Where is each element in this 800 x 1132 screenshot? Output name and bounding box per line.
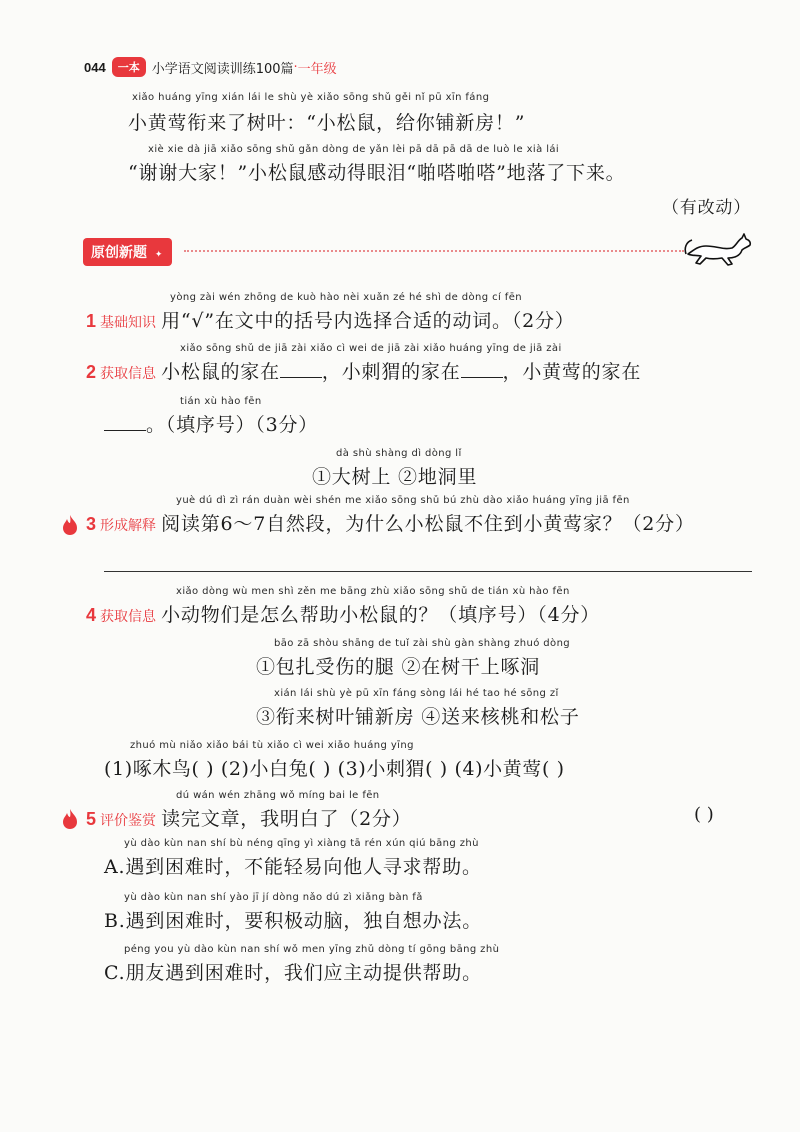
q2-pinyin: xiǎo sōng shǔ de jiā zài xiǎo cì wei de jiā zài xiǎo huáng yīng de jiā zài	[180, 343, 562, 354]
series-title: 小学语文阅读训练100篇	[151, 61, 294, 77]
page-header	[84, 54, 337, 80]
q3-tag: 形成解释	[100, 518, 157, 534]
question-3	[86, 509, 695, 536]
q2-line2-text: 。（填序号）（3分）	[146, 414, 319, 436]
q1-pinyin: yòng zài wén zhōng de kuò hào nèi xuǎn zé hé shì de dòng cí fēn	[170, 292, 522, 303]
q2-seg3: ，小黄莺的家在	[502, 361, 642, 383]
q4-options1: ①包扎受伤的腿 ②在树干上啄洞	[256, 656, 541, 678]
q5-tag: 评价鉴赏	[100, 813, 157, 829]
section-banner-label: 原创新题	[91, 245, 147, 261]
q5-option-c: C.朋友遇到困难时，我们应主动提供帮助。	[104, 962, 482, 984]
q2-line2	[104, 410, 318, 437]
q2-options-pinyin: dà shù shàng dì dòng lǐ	[336, 448, 462, 459]
q4-animals-pinyin: zhuó mù niǎo xiǎo bái tù xiǎo cì wei xiǎo huáng yīng	[130, 740, 414, 751]
q1-text: 用“√”在文中的括号内选择合适的动词。（2分）	[161, 310, 575, 332]
q5-number: 5	[86, 809, 97, 829]
q4-options1-pinyin: bāo zā shòu shāng de tuǐ zài shù gàn shàng zhuó dòng	[274, 638, 571, 649]
brand-logo: 一本	[112, 57, 146, 77]
q2-number: 2	[86, 362, 97, 382]
passage-p1-text: 小黄莺衔来了树叶：“小松鼠，给你铺新房！”	[128, 112, 526, 134]
q2-options: ①大树上 ②地洞里	[312, 466, 478, 488]
q3-text: 阅读第6～7自然段，为什么小松鼠不住到小黄莺家？（2分）	[161, 513, 695, 535]
q5-option-a-pinyin: yù dào kùn nan shí bù néng qīng yì xiàng tā rén xún qiú bāng zhù	[124, 838, 479, 849]
q3-answer-line[interactable]	[104, 571, 752, 572]
q4-tag: 获取信息	[100, 609, 157, 625]
q5-option-a: A.遇到困难时，不能轻易向他人寻求帮助。	[104, 856, 482, 878]
star-icon: ✦	[154, 250, 163, 260]
q5-option-b-pinyin: yù dào kùn nan shí yào jī jí dòng nǎo dú zì xiǎng bàn fǎ	[124, 892, 423, 903]
cat-icon	[684, 224, 754, 268]
flame-icon	[62, 514, 78, 536]
passage-p2-text: “谢谢大家！”小松鼠感动得眼泪“啪嗒啪嗒”地落了下来。	[128, 162, 626, 184]
section-divider	[184, 250, 684, 252]
q1-tag: 基础知识	[100, 315, 157, 331]
q5-pinyin: dú wán wén zhāng wǒ míng bai le fēn	[176, 790, 380, 801]
q5-text: 读完文章，我明白了（2分）	[161, 808, 412, 830]
passage-source-note: （有改动）	[662, 198, 751, 218]
q4-options2: ③衔来树叶铺新房 ④送来核桃和松子	[256, 706, 580, 728]
q4-pinyin: xiǎo dòng wù men shì zěn me bāng zhù xiǎo sōng shǔ de tián xù hào fēn	[176, 586, 570, 597]
q2-blank-1[interactable]	[280, 363, 322, 378]
grade-dot: ·	[293, 59, 298, 75]
q5-option-c-pinyin: péng you yù dào kùn nan shí wǒ men yīng zhǔ dòng tí gōng bāng zhù	[124, 944, 500, 955]
q3-pinyin: yuè dú dì zì rán duàn wèi shén me xiǎo sōng shǔ bú zhù dào xiǎo huáng yīng jiā fēn	[176, 495, 630, 506]
q5-option-b: B.遇到困难时，要积极动脑，独自想办法。	[104, 910, 483, 932]
passage-p1-pinyin: xiǎo huáng yīng xián lái le shù yè xiǎo sōng shǔ gěi nǐ pū xīn fáng	[132, 92, 490, 103]
grade-label: 一年级	[297, 61, 337, 77]
flame-icon	[62, 808, 78, 830]
q2-seg1: 小松鼠的家在	[161, 361, 280, 383]
question-5	[86, 804, 412, 831]
q4-options2-pinyin: xián lái shù yè pū xīn fáng sòng lái hé tao hé sōng zǐ	[274, 688, 559, 699]
question-2	[86, 357, 641, 384]
q3-number: 3	[86, 514, 97, 534]
q5-answer-paren[interactable]: ( )	[694, 804, 714, 825]
q1-number: 1	[86, 311, 97, 331]
passage-p2-pinyin: xiè xie dà jiā xiǎo sōng shǔ gǎn dòng de yǎn lèi pā dā pā dā de luò le xià lái	[148, 144, 560, 155]
question-4	[86, 600, 600, 627]
page-number: 044	[84, 59, 106, 75]
q2-seg2: ，小刺猬的家在	[321, 361, 461, 383]
q4-number: 4	[86, 605, 97, 625]
q2-line2-pinyin: tián xù hào fēn	[180, 396, 262, 407]
q4-text: 小动物们是怎么帮助小松鼠的？（填序号）（4分）	[161, 604, 601, 626]
q2-blank-3[interactable]	[104, 416, 146, 431]
q2-tag: 获取信息	[100, 366, 157, 382]
question-1	[86, 306, 575, 333]
q4-animals-answers[interactable]: (1)啄木鸟( ) (2)小白兔( ) (3)小刺猬( ) (4)小黄莺( )	[104, 758, 565, 780]
q2-blank-2[interactable]	[461, 363, 503, 378]
section-banner	[83, 238, 172, 266]
